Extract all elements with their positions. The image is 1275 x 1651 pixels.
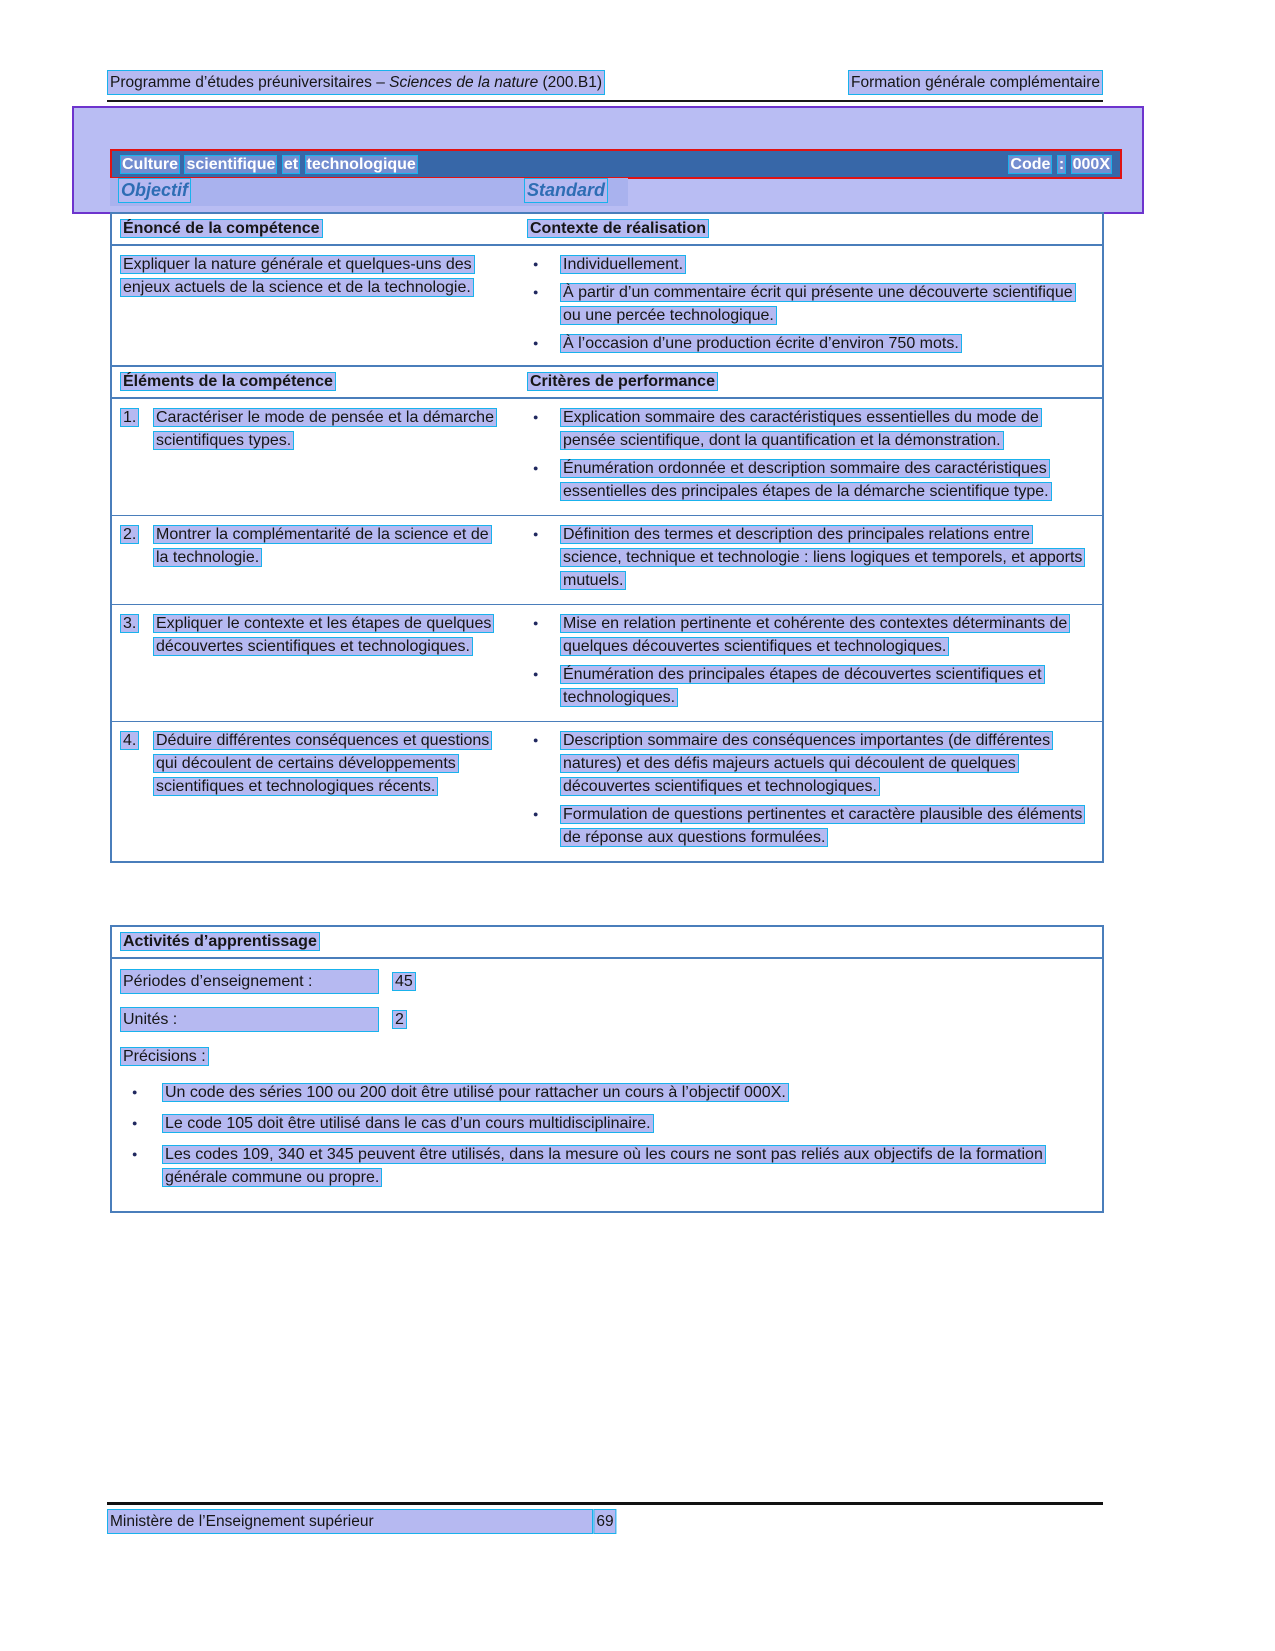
criteres-header-cell — [517, 370, 1102, 393]
course-title-bar — [110, 149, 1122, 179]
element-text: Déduire différentes conséquences et questions qui découlent de certains développements scientifiques et technologiques récents. — [153, 731, 492, 796]
objectif-standard-row — [110, 178, 1102, 206]
context-item-text: À partir d’un commentaire écrit qui présente une découverte scientifique ou une percée technologique. — [560, 283, 1076, 325]
units-value: 2 — [392, 1010, 407, 1029]
element-text-wrap — [153, 523, 503, 597]
element-text: Montrer la complémentarité de la science et de la technologie. — [153, 525, 492, 567]
contexte-header: Contexte de réalisation — [527, 219, 709, 238]
element-row — [112, 399, 1102, 515]
context-item — [517, 281, 1090, 327]
criterion-item — [517, 663, 1090, 709]
page-header — [107, 70, 1103, 102]
context-cell — [517, 251, 1102, 360]
element-text-wrap — [153, 729, 503, 854]
element-row — [112, 721, 1102, 861]
context-item — [517, 332, 1090, 355]
context-item-text: À l’occasion d’une production écrite d’environ 750 mots. — [560, 334, 962, 353]
elements-header-cell — [112, 370, 517, 393]
program-title-prefix: Programme d’études préuniversitaires – — [110, 74, 390, 91]
context-item-text: Individuellement. — [560, 255, 686, 274]
criterion-item — [517, 803, 1090, 849]
course-title: Culture scientifique et technologique — [122, 155, 416, 173]
element-text: Expliquer le contexte et les étapes de quelques découvertes scientifiques et technologiques. — [153, 614, 494, 656]
competence-statement-cell — [112, 251, 517, 360]
enonce-header: Énoncé de la compétence — [120, 219, 323, 238]
criterion-text: Formulation de questions pertinentes et caractère plausible des éléments de réponse aux questions formulées. — [560, 805, 1085, 847]
criteria-cell — [517, 610, 1102, 714]
periods-value: 45 — [392, 972, 416, 991]
criterion-item — [517, 523, 1090, 592]
enonce-header-cell — [112, 217, 517, 240]
context-list — [517, 253, 1090, 355]
criteria-list — [517, 729, 1090, 849]
element-number: 4. — [120, 729, 153, 854]
competence-table — [110, 212, 1104, 369]
competence-table-body — [112, 246, 1102, 367]
criterion-text: Mise en relation pertinente et cohérente des contextes déterminants de quelques découvertes scientifiques et technologiques. — [560, 614, 1070, 656]
activities-header: Activités d’apprentissage — [120, 932, 320, 951]
activities-header-row — [112, 927, 1102, 959]
criterion-text: Énumération des principales étapes de découvertes scientifiques et technologiques. — [560, 665, 1045, 707]
precisions-line — [120, 1045, 1090, 1068]
periods-label: Périodes d’enseignement : — [120, 969, 379, 994]
element-number: 1. — [120, 406, 153, 508]
note-item — [120, 1112, 1090, 1135]
activities-table — [110, 925, 1104, 1213]
element-cell — [112, 404, 517, 508]
program-title-name: Sciences de la nature — [389, 74, 539, 91]
competence-statement: Expliquer la nature générale et quelques-uns des enjeux actuels de la science et de la technologie. — [120, 255, 475, 297]
note-text: Les codes 109, 340 et 345 peuvent être utilisés, dans la mesure où les cours ne sont pas reliés aux objectifs de la formation générale commune ou propre. — [162, 1145, 1046, 1187]
criteria-list — [517, 523, 1090, 592]
standard-heading: Standard — [524, 178, 608, 203]
criterion-item — [517, 729, 1090, 798]
element-text-wrap — [153, 612, 503, 714]
element-number: 3. — [120, 612, 153, 714]
element-row — [112, 604, 1102, 721]
program-title-code: (200.B1) — [538, 74, 602, 91]
element-cell — [112, 521, 517, 597]
criteria-cell — [517, 521, 1102, 597]
element-text: Caractériser le mode de pensée et la démarche scientifiques types. — [153, 408, 497, 450]
page-number: 69 — [593, 1509, 616, 1534]
criterion-text: Définition des termes et description des principales relations entre science, technique et technologie : liens logiques et temporels, et apports mutuels. — [560, 525, 1085, 590]
periods-line — [120, 969, 1090, 994]
element-cell — [112, 610, 517, 714]
competence-table-header — [112, 214, 1102, 246]
context-item — [517, 253, 1090, 276]
elements-table-header — [112, 367, 1102, 399]
program-title — [107, 70, 605, 95]
note-text: Un code des séries 100 ou 200 doit être utilisé pour rattacher un cours à l’objectif 000X. — [162, 1083, 789, 1102]
activities-body — [112, 959, 1102, 1211]
criteres-header: Critères de performance — [527, 372, 718, 391]
criteria-cell — [517, 727, 1102, 854]
criterion-item — [517, 612, 1090, 658]
criteria-list — [517, 406, 1090, 503]
note-text: Le code 105 doit être utilisé dans le cas d’un cours multidisciplinaire. — [162, 1114, 654, 1133]
contexte-header-cell — [517, 217, 1102, 240]
precisions-label: Précisions : — [120, 1047, 209, 1066]
page-footer — [107, 1502, 1103, 1534]
note-item — [120, 1081, 1090, 1104]
criterion-text: Explication sommaire des caractéristiques essentielles du mode de pensée scientifique, dont la quantification et la démonstration. — [560, 408, 1042, 450]
note-item — [120, 1143, 1090, 1189]
criterion-item — [517, 406, 1090, 452]
criterion-text: Description sommaire des conséquences importantes (de différentes natures) et des défis majeurs actuels qui découlent de quelques découvertes scientifiques et technologiques. — [560, 731, 1053, 796]
elements-header: Éléments de la compétence — [120, 372, 336, 391]
criterion-item — [517, 457, 1090, 503]
element-row — [112, 515, 1102, 604]
annotation-overlay-box — [72, 106, 1144, 214]
criteria-cell — [517, 404, 1102, 508]
element-text-wrap — [153, 406, 503, 508]
elements-table — [110, 365, 1104, 863]
course-code: Code : 000X — [1010, 155, 1110, 173]
element-number: 2. — [120, 523, 153, 597]
criterion-text: Énumération ordonnée et description sommaire des caractéristiques essentielles des principales étapes de la démarche scientifique type. — [560, 459, 1052, 501]
criteria-list — [517, 612, 1090, 709]
precisions-list — [120, 1081, 1090, 1189]
objectif-heading: Objectif — [118, 178, 191, 203]
program-category: Formation générale complémentaire — [848, 70, 1103, 95]
element-cell — [112, 727, 517, 854]
ministry-name: Ministère de l’Enseignement supérieur — [107, 1509, 593, 1534]
units-label: Unités : — [120, 1007, 379, 1032]
units-line — [120, 1007, 1090, 1032]
